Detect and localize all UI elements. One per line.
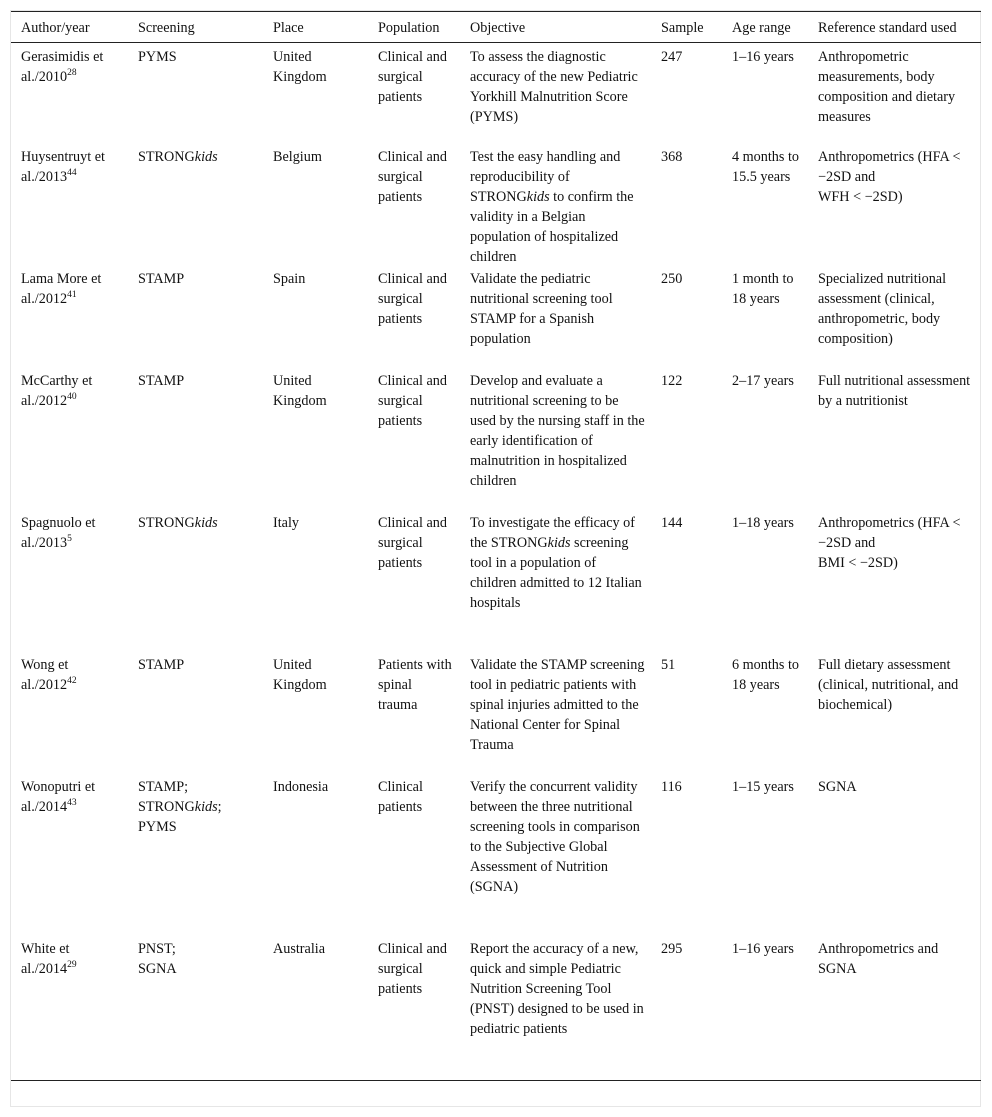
citation-ref: 43	[67, 797, 77, 808]
cell-sample: 116	[661, 778, 682, 795]
cell-place: Indonesia	[273, 778, 329, 795]
table-row	[11, 369, 981, 511]
cell-sample: 51	[661, 656, 676, 673]
col-header-age-range: Age range	[732, 20, 791, 36]
cell-population: Patients with spinal trauma	[378, 656, 452, 713]
cell-screening: PNST; SGNA	[138, 940, 177, 977]
screening-tools-table	[11, 11, 981, 1081]
cell-population: Clinical and surgical patients	[378, 372, 447, 429]
cell-sample: 247	[661, 49, 683, 65]
citation-ref: 5	[67, 533, 72, 544]
cell-reference: Anthropometric measurements, body composition and dietary measures	[818, 49, 956, 125]
citation-ref: 40	[67, 391, 77, 402]
cell-age-range: 4 months to 15.5 years	[732, 148, 800, 185]
cell-author: Spagnuolo et al./2013$^5$	[21, 514, 96, 551]
cell-sample: 250	[661, 270, 683, 287]
cell-age-range: 2–17 years	[732, 372, 794, 389]
col-header-screening: Screening	[138, 20, 195, 36]
cell-screening: STRONGkids	[138, 514, 218, 531]
cell-population: Clinical and surgical patients	[378, 49, 447, 105]
cell-population: Clinical and surgical patients	[378, 270, 447, 327]
table-row	[11, 775, 981, 937]
cell-author: Wonoputri et al./2014$^{43}$	[21, 778, 96, 815]
citation-ref: 41	[67, 289, 77, 300]
cell-sample: 295	[661, 940, 683, 957]
cell-age-range: 6 months to 18 years	[732, 656, 800, 693]
cell-population: Clinical patients	[378, 778, 423, 815]
cell-author: Gerasimidis et al./2010$^{28}$	[21, 49, 104, 85]
cell-reference: Full nutritional assessment by a nutritionist	[818, 372, 971, 409]
cell-reference: Anthropometrics and SGNA	[818, 940, 939, 977]
cell-objective: Validate the pediatric nutritional screening tool STAMP for a Spanish population	[470, 270, 613, 347]
cell-screening: PYMS	[138, 49, 177, 65]
cell-age-range: 1–16 years	[732, 940, 794, 957]
cell-place: Spain	[273, 270, 306, 287]
citation-ref: 44	[67, 167, 77, 178]
cell-author: White et al./2014$^{29}$	[21, 940, 77, 977]
cell-screening: STAMP	[138, 270, 185, 287]
cell-author: Wong et al./2012$^{42}$	[21, 656, 77, 693]
cell-population: Clinical and surgical patients	[378, 514, 447, 571]
cell-reference: Full dietary assessment (clinical, nutritional, and biochemical)	[818, 656, 959, 713]
cell-objective: Validate the STAMP screening tool in pediatric patients with spinal injuries admitted to the National Center for Spinal Trauma	[470, 656, 645, 753]
cell-screening: STAMP	[138, 372, 185, 389]
col-header-population: Population	[378, 20, 440, 36]
cell-screening: STAMP; STRONGkids; PYMS	[138, 778, 222, 835]
cell-place: United Kingdom	[273, 656, 327, 693]
citation-ref: 42	[67, 675, 77, 686]
cell-place: Belgium	[273, 148, 322, 165]
citation-ref: 28	[67, 68, 77, 78]
col-header-sample: Sample	[661, 20, 704, 36]
cell-population: Clinical and surgical patients	[378, 940, 447, 997]
cell-reference: SGNA	[818, 778, 857, 795]
cell-objective: Verify the concurrent validity between the three nutritional screening tools in comparison to the Subjective Global Assessment of Nutrition (SGNA)	[470, 778, 640, 895]
table-row	[11, 511, 981, 653]
cell-population: Clinical and surgical patients	[378, 148, 447, 205]
cell-screening: STAMP	[138, 656, 185, 673]
table-row	[11, 43, 981, 145]
cell-age-range: 1–18 years	[732, 514, 794, 531]
cell-objective: Test the easy handling and reproducibility of STRONGkids to confirm the validity in a Belgian population of hospitalized children	[470, 148, 634, 265]
cell-sample: 144	[661, 514, 683, 531]
cell-place: Italy	[273, 514, 299, 531]
cell-reference: Anthropometrics (HFA < −2SD and WFH < −2SD)	[818, 148, 961, 205]
table-header-row	[11, 12, 981, 43]
cell-sample: 122	[661, 372, 683, 389]
table-row	[11, 145, 981, 267]
table-row	[11, 653, 981, 775]
cell-reference: Anthropometrics (HFA < −2SD and BMI < −2SD)	[818, 514, 961, 571]
cell-age-range: 1 month to 18 years	[732, 270, 794, 307]
cell-place: Australia	[273, 940, 326, 957]
cell-objective: To investigate the efficacy of the STRONGkids screening tool in a population of children admitted to 12 Italian hospitals	[470, 514, 642, 611]
table-row	[11, 937, 981, 1081]
cell-age-range: 1–16 years	[732, 49, 794, 65]
cell-place: United Kingdom	[273, 372, 327, 409]
col-header-author: Author/year	[21, 20, 90, 36]
cell-objective: Report the accuracy of a new, quick and simple Pediatric Nutrition Screening Tool (PNST) designed to be used in pediatric patients	[470, 940, 644, 1037]
cell-author: Huysentruyt et al./2013$^{44}$	[21, 148, 105, 185]
cell-author: McCarthy et al./2012$^{40}$	[21, 372, 93, 409]
cell-screening: STRONGkids	[138, 148, 218, 165]
table-row	[11, 267, 981, 369]
col-header-objective: Objective	[470, 20, 526, 36]
cell-age-range: 1–15 years	[732, 778, 794, 795]
cell-place: United Kingdom	[273, 49, 327, 85]
cell-sample: 368	[661, 148, 683, 165]
cell-author: Lama More et al./2012$^{41}$	[21, 270, 102, 307]
cell-objective: Develop and evaluate a nutritional screening to be used by the nursing staff in the early identification of malnutrition in hospitalized children	[470, 372, 645, 489]
citation-ref: 29	[67, 959, 77, 970]
cell-reference: Specialized nutritional assessment (clinical, anthropometric, body composition)	[818, 270, 947, 347]
col-header-reference-standard: Reference standard used	[818, 20, 957, 36]
cell-objective: To assess the diagnostic accuracy of the new Pediatric Yorkhill Malnutrition Score (PYMS)	[470, 49, 638, 125]
col-header-place: Place	[273, 20, 304, 36]
